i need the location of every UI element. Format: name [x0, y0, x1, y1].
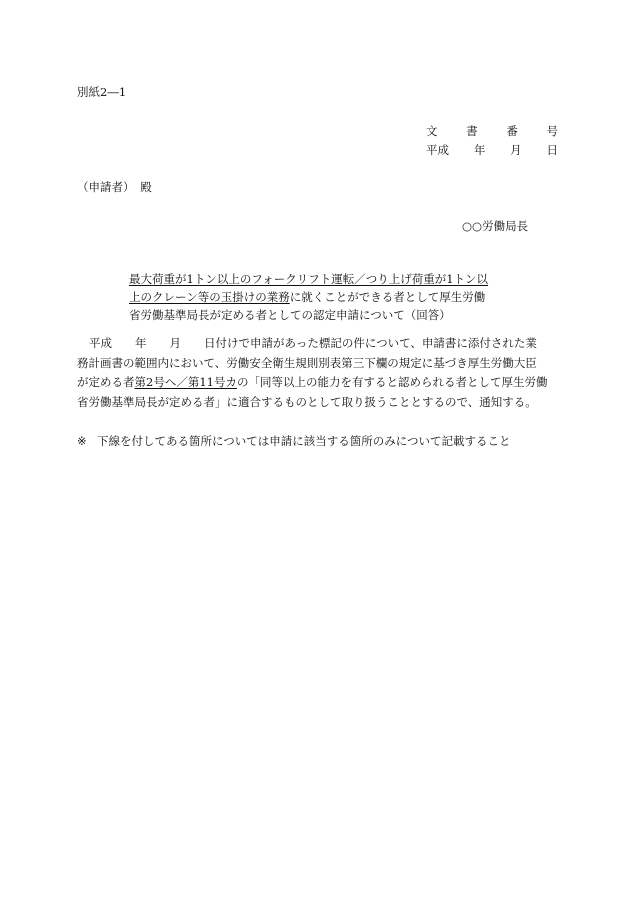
doc-number-char: 号: [546, 124, 558, 138]
date-year: 年: [473, 143, 486, 157]
document-number-row: [426, 123, 558, 139]
date-era: 平成: [426, 143, 449, 157]
body-line-1: 平成 年 月 日付けで申請があった標記の件について、申請書に添付された業: [89, 336, 537, 350]
title-line-2: [129, 288, 519, 306]
applicant-addressee: （申請者） 殿: [77, 180, 152, 194]
footnote: [77, 433, 511, 449]
date-month: 月: [510, 143, 522, 157]
date-header-row: [426, 142, 558, 158]
body-underlined-text: 第2号へ／第11号カ: [134, 375, 237, 389]
date-day: 日: [546, 143, 558, 157]
body-paragraph: [77, 334, 557, 412]
body-text: の「同等以上の能力を有すると認められる者として厚生労働: [236, 375, 548, 389]
doc-number-char: 書: [466, 124, 478, 138]
doc-number-char: 文: [426, 124, 438, 138]
title-line-1: [129, 270, 519, 288]
document-title: [129, 270, 519, 324]
body-line-4: 省労働基準局長が定める者」に適合するものとして取り扱うこととするので、通知する。: [77, 394, 537, 409]
body-line-3: [77, 373, 557, 393]
note-text: 下線を付してある箇所については申請に該当する箇所のみについて記載すること: [97, 434, 511, 448]
body-line-2: 務計画書の範囲内において、労働安全衛生規則別表第三下欄の規定に基づき厚生労働大臣: [77, 355, 537, 370]
title-underlined-text: 最大荷重が1トン以上のフォークリフト運転／つり上げ荷重が1トン以: [129, 272, 489, 286]
doc-number-char: 番: [506, 124, 518, 138]
title-underlined-text: 上のクレーン等の玉掛けの業務: [129, 290, 290, 304]
body-text: が定める者: [77, 375, 135, 389]
title-text: に就くことができる者として厚生労働: [289, 290, 486, 304]
title-line-3: 省労働基準局長が定める者としての認定申請について（回答）: [129, 308, 451, 322]
sender-name: ○○労働局長: [462, 219, 529, 233]
note-mark: ※: [77, 434, 87, 448]
attachment-label: 別紙2―1: [77, 85, 127, 99]
